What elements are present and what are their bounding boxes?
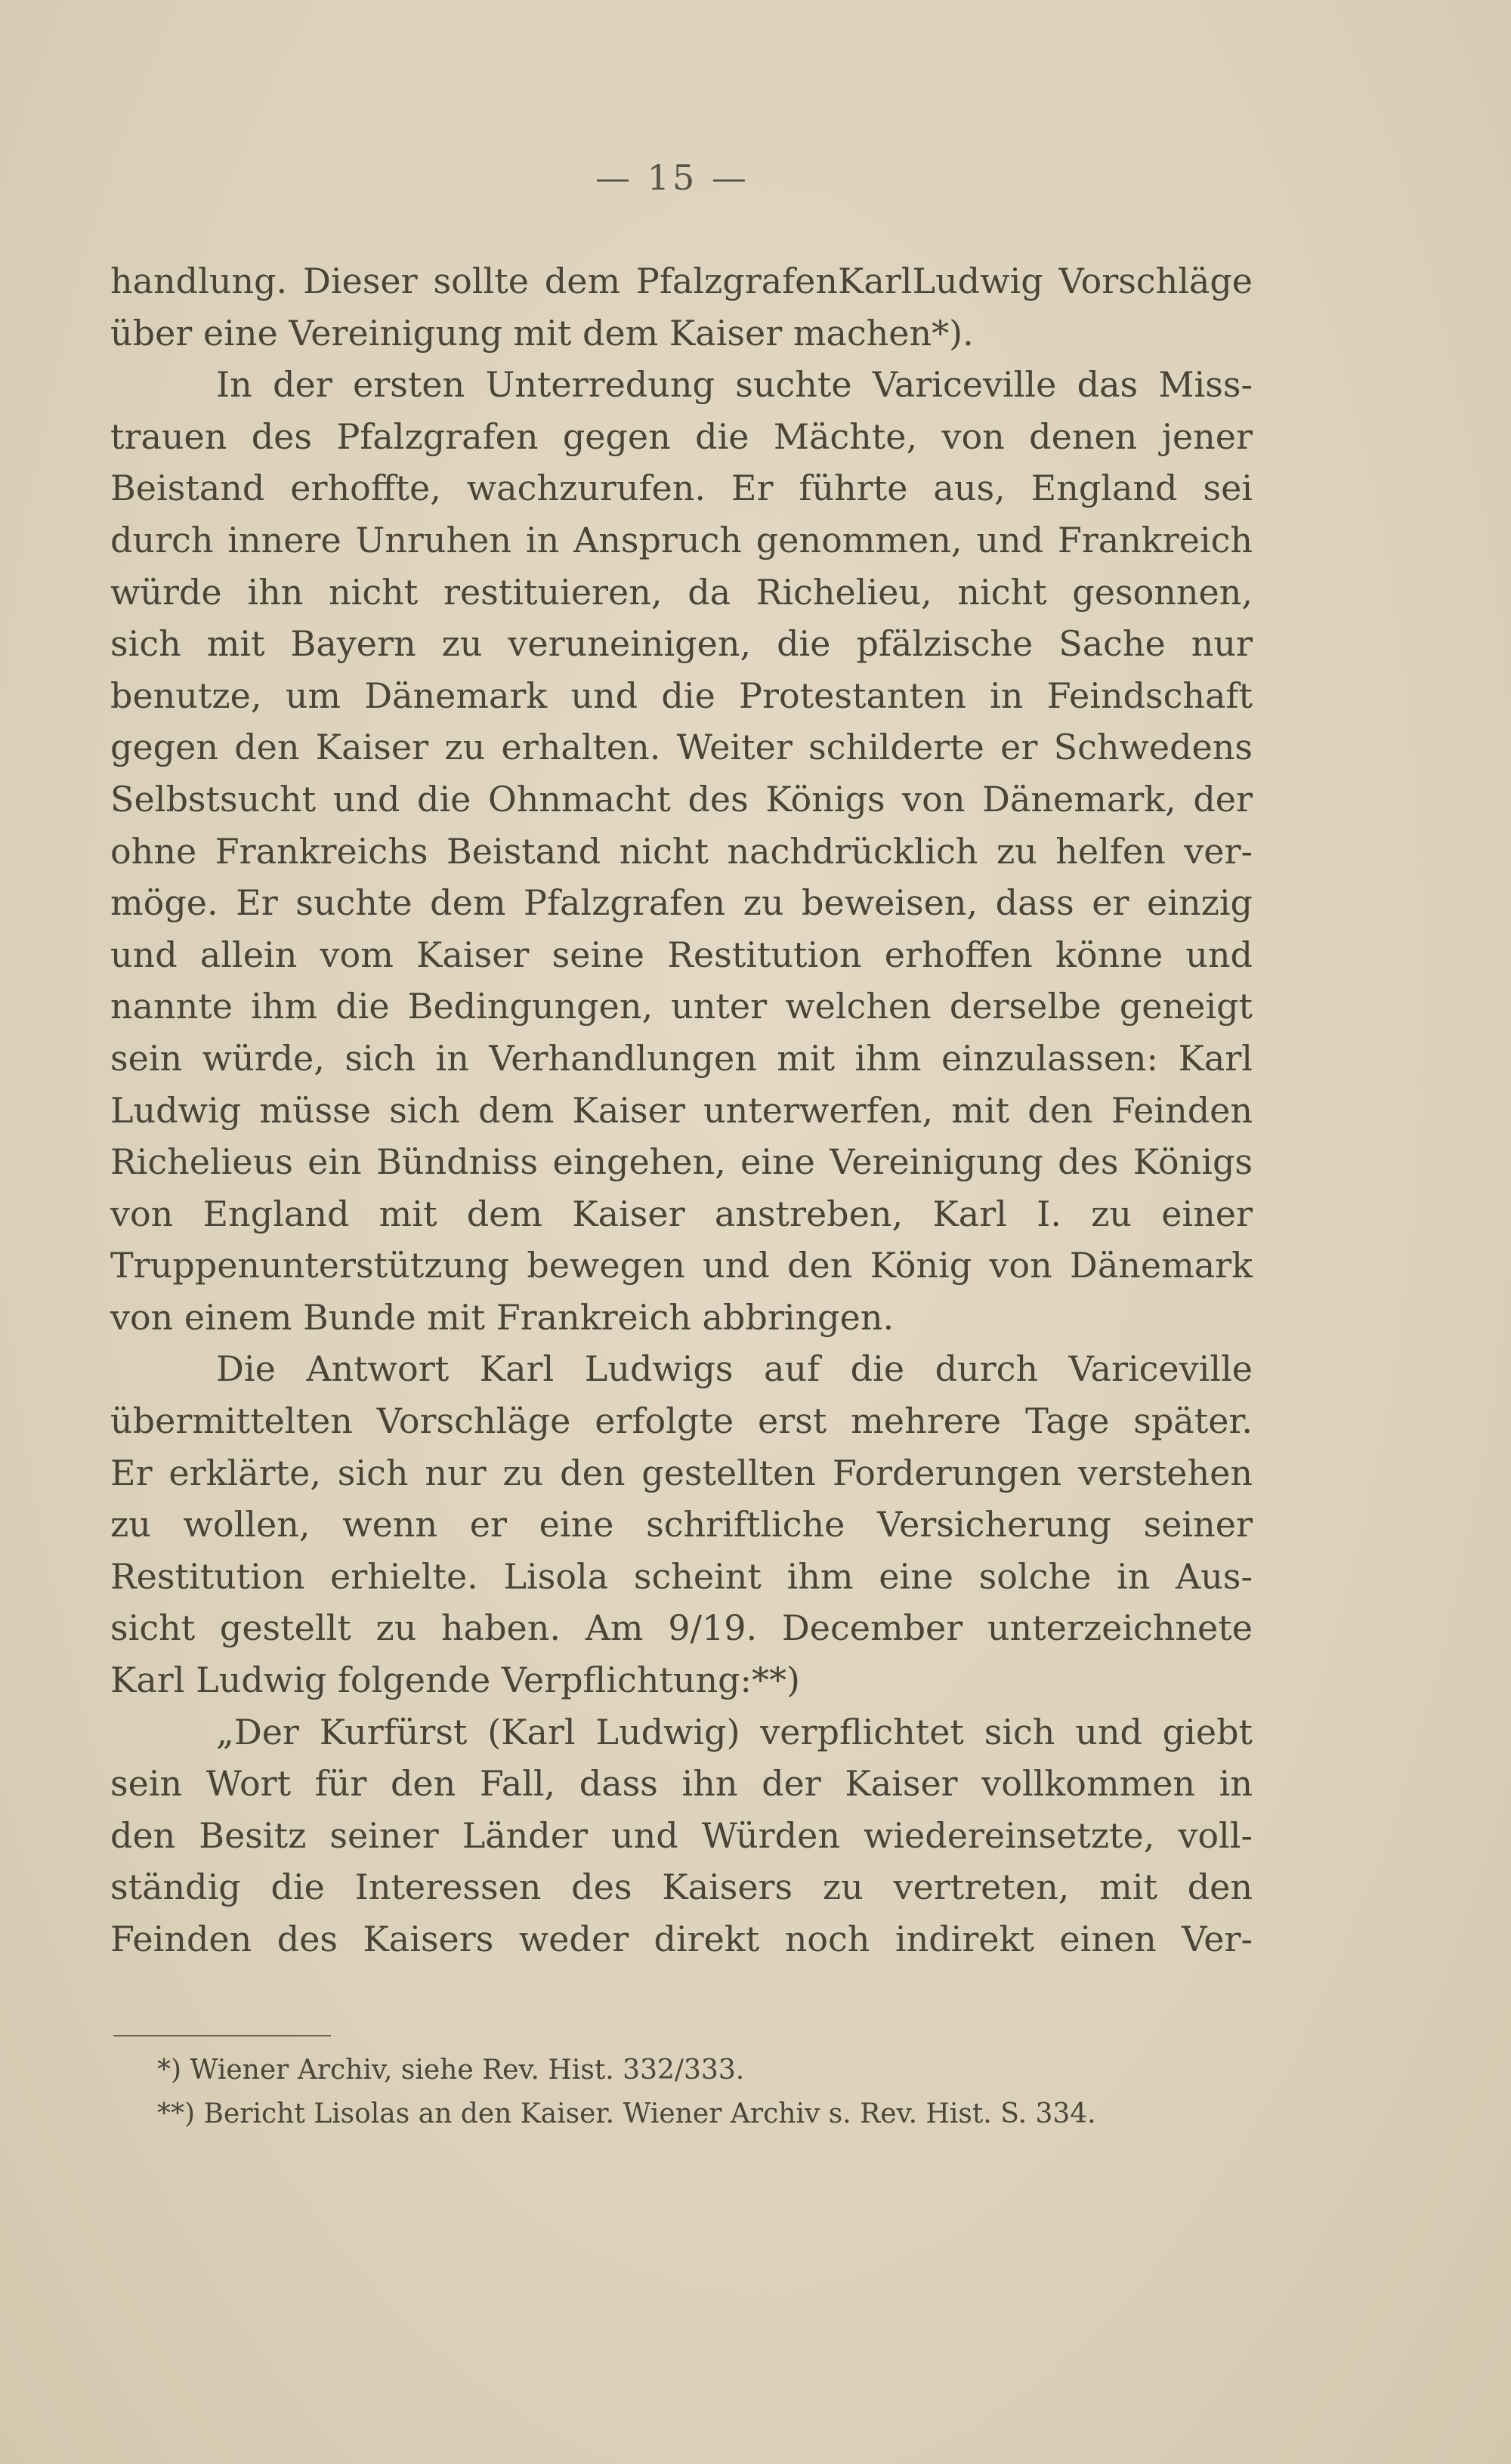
page-number: — 15 — [595,157,749,198]
text-line: benutze, um Dänemark und die Protestanten in Feindschaft [110,675,1253,716]
text-line: über eine Vereinigung mit dem Kaiser machen*). [110,312,974,354]
footnote-1: *) Wiener Archiv, siehe Rev. Hist. 332/333. [157,2055,745,2086]
text-line: Restitution erhielte. Lisola scheint ihm eine solche in Aus- [110,1555,1253,1597]
text-line: „Der Kurfürst (Karl Ludwig) verpflichtet sich und giebt [216,1711,1253,1752]
text-line: Beistand erhoffte, wachzurufen. Er führte aus, England sei [110,468,1253,509]
footnotes [157,2049,1215,2136]
text-line: Richelieus ein Bündniss eingehen, eine Vereinigung des Königs [110,1141,1253,1183]
text-line: ohne Frankreichs Beistand nicht nachdrücklich zu helfen ver- [110,830,1253,872]
footnote-rule [113,2035,331,2036]
text-line: sein würde, sich in Verhandlungen mit ihm einzulassen: Karl [110,1037,1253,1079]
text-line: handlung. Dieser sollte dem PfalzgrafenKarlLudwig Vorschläge [110,261,1253,301]
text-line: Er erklärte, sich nur zu den gestellten Forderungen verstehen [110,1452,1253,1493]
text-line: von England mit dem Kaiser anstreben, Karl I. zu einer [110,1193,1253,1234]
text-line: Karl Ludwig folgende Verpflichtung:**) [110,1660,800,1701]
text-line: sein Wort für den Fall, dass ihn der Kaiser vollkommen in [110,1763,1253,1805]
text-line: Truppenunterstützung bewegen und den König von Dänemark [110,1245,1253,1286]
text-line: von einem Bunde mit Frankreich abbringen. [110,1296,895,1338]
text-line: Selbstsucht und die Ohnmacht des Königs von Dänemark, der [110,778,1253,820]
text-line: Die Antwort Karl Ludwigs auf die durch Variceville [216,1348,1253,1390]
text-line: Ludwig müsse sich dem Kaiser unterwerfen, mit den Feinden [110,1089,1253,1131]
footnote-2: **) Bericht Lisolas an den Kaiser. Wiener Archiv s. Rev. Hist. S. 334. [157,2098,1096,2129]
text-line: ständig die Interessen des Kaisers zu vertreten, mit den [110,1867,1253,1908]
text-line: gegen den Kaiser zu erhalten. Weiter schilderte er Schwedens [110,727,1253,768]
text-line: würde ihn nicht restituieren, da Richelieu, nicht gesonnen, [110,571,1253,613]
text-line: sicht gestellt zu haben. Am 9/19. December unterzeichnete [110,1607,1253,1649]
text-line: nannte ihm die Bedingungen, unter welchen derselbe geneigt [110,986,1253,1027]
text-line: durch innere Unruhen in Anspruch genommen, und Frankreich [110,519,1253,560]
text-line: möge. Er suchte dem Pfalzgrafen zu beweisen, dass er einzig [110,882,1253,924]
text-line: sich mit Bayern zu veruneinigen, die pfälzische Sache nur [110,623,1253,665]
text-line: übermittelten Vorschläge erfolgte erst mehrere Tage später. [110,1400,1253,1442]
text-line: und allein vom Kaiser seine Restitution erhoffen könne und [110,934,1253,975]
text-line: zu wollen, wenn er eine schriftliche Versicherung seiner [110,1504,1253,1545]
text-line: Feinden des Kaisers weder direkt noch indirekt einen Ver- [110,1919,1253,1959]
text-line: In der ersten Unterredung suchte Variceville das Miss- [216,364,1253,406]
body-text [110,255,1253,1965]
text-line: trauen des Pfalzgrafen gegen die Mächte, von denen jener [110,415,1253,457]
text-line: den Besitz seiner Länder und Würden wiedereinsetzte, voll- [110,1814,1253,1856]
